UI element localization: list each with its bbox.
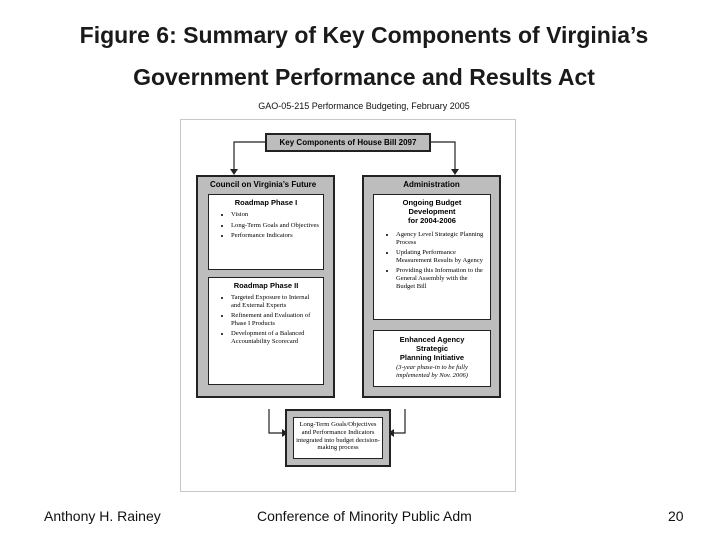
roadmap-phase-1-title: Roadmap Phase I xyxy=(234,198,298,207)
enhanced-agency-box xyxy=(373,330,491,387)
roadmap-phase-2-list xyxy=(209,294,323,346)
enhanced-title-line-2: Strategic xyxy=(415,344,449,353)
footer-author: Anthony H. Rainey xyxy=(44,508,161,524)
slide-title-line-2: Government Performance and Results Act xyxy=(133,64,595,90)
enhanced-agency-title xyxy=(374,335,490,362)
roadmap-phase-2-title: Roadmap Phase II xyxy=(233,281,299,290)
roadmap-phase-2-box xyxy=(208,277,324,385)
list-item: • Targeted Exposure to Internal and External Experts xyxy=(231,294,319,309)
enhanced-note-line-1: (3-year phase-in to be fully xyxy=(396,364,468,371)
figure-source: GAO-05-215 Performance Budgeting, February 2005 xyxy=(258,101,470,111)
list-item: • Development of a Balanced Accountability Scorecard xyxy=(231,330,319,345)
list-item: • Providing this Information to the General Assembly with the Budget Bill xyxy=(396,267,486,290)
list-item: • Agency Level Strategic Planning Process xyxy=(396,231,486,246)
slide-title-line-1: Figure 6: Summary of Key Components of Virginia’s xyxy=(79,22,649,48)
ongoing-title-line-1: Ongoing Budget xyxy=(402,198,462,207)
list-item: • Refinement and Evaluation of Phase I Products xyxy=(231,312,319,327)
enhanced-note-line-2: implemented by Nov. 2006) xyxy=(395,372,469,379)
ongoing-budget-title xyxy=(374,198,490,225)
footer-conference: Conference of Minority Public Adm xyxy=(257,508,472,524)
ongoing-title-line-3: for 2004-2006 xyxy=(408,216,456,225)
list-item: • Long-Term Goals and Objectives xyxy=(231,222,319,230)
list-item: • Performance Indicators xyxy=(231,232,319,240)
enhanced-title-line-1: Enhanced Agency xyxy=(399,335,465,344)
ongoing-budget-box xyxy=(373,194,491,320)
integration-inner-box xyxy=(293,417,383,459)
integration-outer-box xyxy=(285,409,391,467)
council-box xyxy=(196,175,335,398)
list-item: • Vision xyxy=(231,211,319,219)
integration-text: Long-Term Goals/Objectives and Performance Indicators integrated into budget decision-making process xyxy=(296,421,380,452)
figure-panel xyxy=(180,119,516,492)
administration-header: Administration xyxy=(403,180,460,189)
footer-page-number: 20 xyxy=(668,508,684,524)
enhanced-title-line-3: Planning Initiative xyxy=(399,353,465,362)
house-bill-box xyxy=(265,133,431,152)
enhanced-agency-note xyxy=(374,364,490,380)
list-item: • Updating Performance Measurement Results by Agency xyxy=(396,249,486,264)
roadmap-phase-1-list xyxy=(209,211,323,240)
house-bill-label: Key Components of House Bill 2097 xyxy=(279,138,417,147)
ongoing-title-line-2: Development xyxy=(408,207,456,216)
council-header: Council on Virginia’s Future xyxy=(210,180,317,189)
administration-box xyxy=(362,175,501,398)
roadmap-phase-1-box xyxy=(208,194,324,270)
ongoing-budget-list xyxy=(374,231,490,290)
